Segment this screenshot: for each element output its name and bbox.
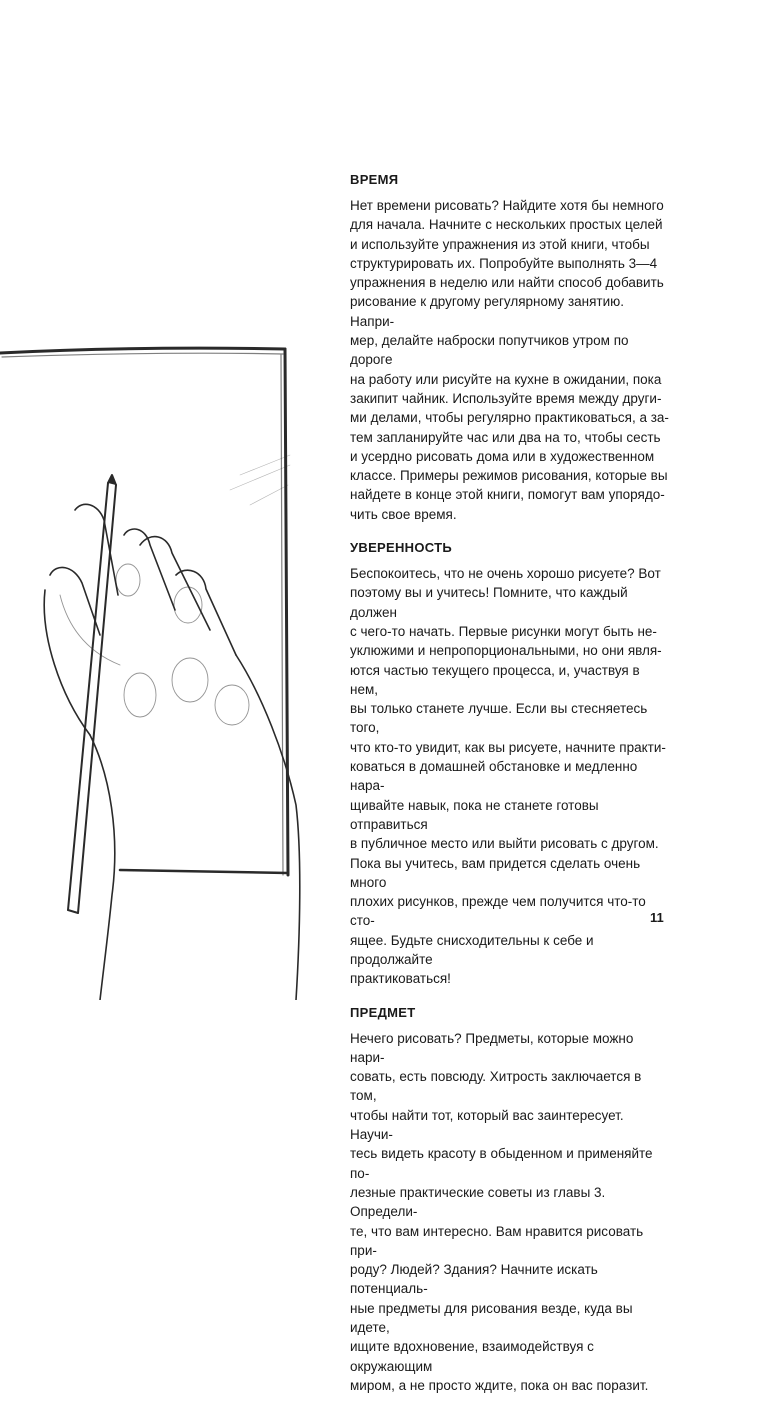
section-subject [350,1003,670,1396]
section-heading: ПРЕДМЕТ [350,1004,416,1020]
article-text-column [350,170,670,1409]
section-body: Нечего рисовать? Предметы, которые можно нари- совать, есть повсюду. Хитрость заключается в том, чтобы найти тот, который вас заинтересует. Научи- тесь видеть красоту в обыденном и применяйте по- лезные практические советы из главы 3. Определи- те, что вам интересно. Вам нравится рисовать при- роду? Людей? Здания? Начните искать потенциаль- ные предметы для рисования везде, куда вы идете, ищите вдохновение, взаимодействуя с окружающим миром, а не просто ждите, пока он вас поразит. [350,1030,653,1393]
section-time [350,170,670,524]
hand-drawing-sketch-icon [0,335,310,1000]
page-number: 11 [650,910,664,925]
section-heading: УВЕРЕННОСТЬ [350,540,453,556]
section-heading: ВРЕМЯ [350,172,399,187]
section-confidence [350,538,670,989]
section-body: Беспокоитесь, что не очень хорошо рисуете? Вот поэтому вы и учитесь! Помните, что каждый должен с чего-то начать. Первые рисунки могут быть не- уклюжими и непропорциональными, но они явля- ются частью текущего процесса, и, участвуя в нем, вы только станете лучше. Если вы стесняетесь того, что кто-то увидит, как вы рисуете, начните практи- коваться в домашней обстановке и медленно нара- щивайте навык, пока не станете готовы отправиться в публичное место или выйти рисовать с другом. Пока вы учитесь, вам придется сделать очень много плохих рисунков, прежде чем получится что-то сто- ящее. Будьте снисходительны к себе и продолжайте практиковаться! [350,566,666,987]
section-body: Нет времени рисовать? Найдите хотя бы немного для начала. Начните с нескольких простых целей и используйте упражнения из этой книги, чтобы структурировать их. Попробуйте выполнять 3—4 упражнения в неделю или найти способ добавить рисование к другому регулярному занятию. Напри- мер, делайте наброски попутчиков утром по дороге на работу или рисуйте на кухне в ожидании, пока закипит чайник. Используйте время между други- ми делами, чтобы регулярно практиковаться, а за- тем запланируйте час или два на то, чтобы сесть и усердно рисовать дома или в художественном классе. Примеры режимов рисования, которые вы найдете в конце этой книги, помогут вам упорядо- чить свое время. [350,198,669,522]
